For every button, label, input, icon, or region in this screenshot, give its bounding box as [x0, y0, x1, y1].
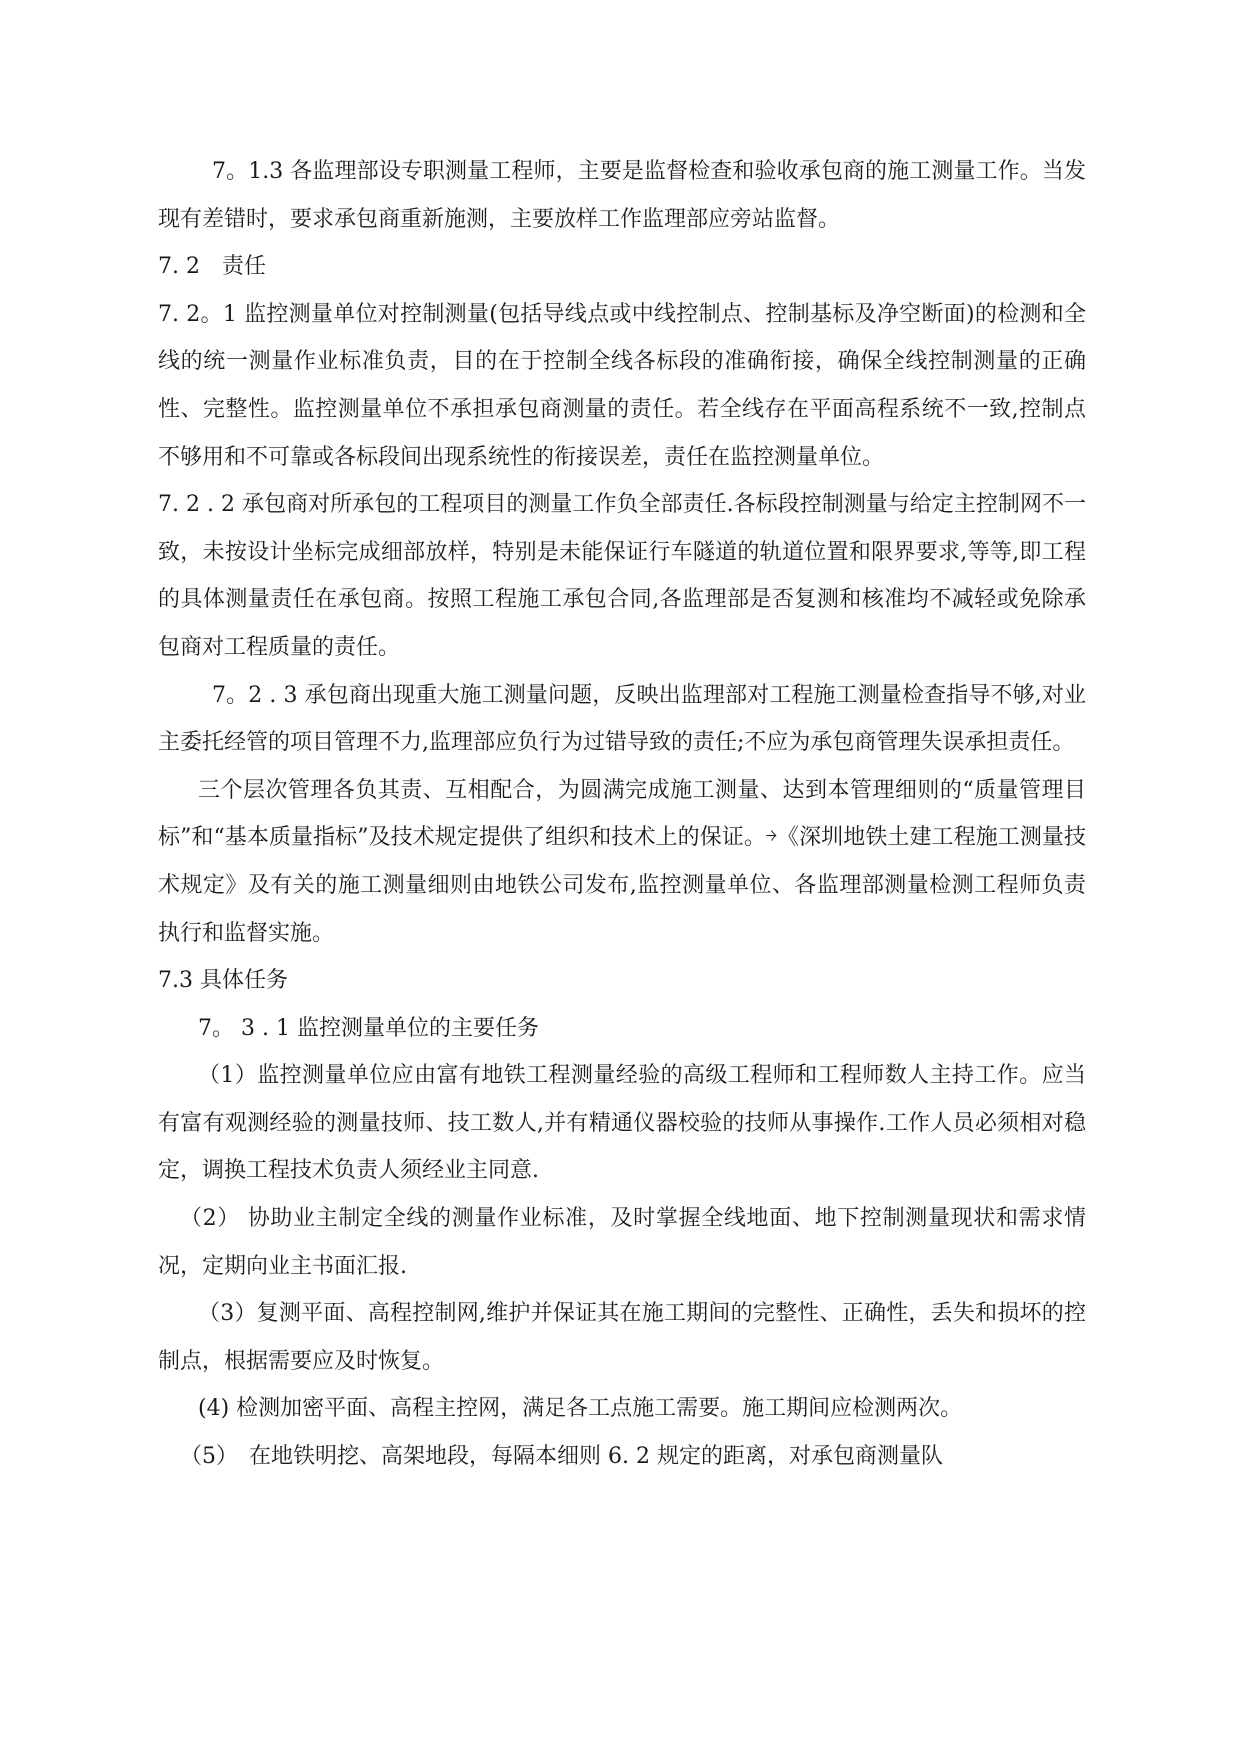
- task-item-1: （1）监控测量单位应由富有地铁工程测量经验的高级工程师和工程师数人主持工作。应当有富有观测经验的测量技师、技工数人,并有精通仪器校验的技师从事操作.工作人员必须相对稳定，调换工程技术负责人须经业主同意.: [158, 1063, 1086, 1184]
- document-body: [158, 148, 1086, 1481]
- heading-7-3-1: 7。 3 . 1 监控测量单位的主要任务: [198, 1015, 539, 1041]
- paragraph-7-2-3: 7。2 . 3 承包商出现重大施工测量问题，反映出监理部对工程施工测量检查指导不够,对业主委托经管的项目管理不力,监理部应负行为过错导致的责任;不应为承包商管理失误承担责任。: [158, 682, 1086, 756]
- task-item-3: （3）复测平面、高程控制网,维护并保证其在施工期间的完整性、正确性，丢失和损坏的控制点，根据需要应及时恢复。: [158, 1301, 1086, 1374]
- paragraph-7-2-1: 7. 2。1 监控测量单位对控制测量(包括导线点或中线控制点、控制基标及净空断面)的检测和全线的统一测量作业标准负责，目的在于控制全线各标段的准确衔接，确保全线控制测量的正确性、完整性。监控测量单位不承担承包商测量的责任。若全线存在平面高程系统不一致,控制点不够用和不可靠或各标段间出现系统性的衔接误差，责任在监控测量单位。: [158, 301, 1086, 470]
- heading-7-2-responsibility: 7. 2 责任: [158, 254, 266, 280]
- task-item-5: （5） 在地铁明挖、高架地段，每隔本细则 6. 2 规定的距离，对承包商测量队: [180, 1444, 943, 1470]
- task-item-2: （2） 协助业主制定全线的测量作业标准，及时掌握全线地面、地下控制测量现状和需求情况，定期向业主书面汇报.: [158, 1206, 1086, 1279]
- paragraph-three-levels: 三个层次管理各负其责、互相配合，为圆满完成施工测量、达到本管理细则的“质量管理目标”和“基本质量指标”及技术规定提供了组织和技术上的保证。￫《深圳地铁土建工程施工测量技术规定》及有关的施工测量细则由地铁公司发布,监控测量单位、各监理部测量检测工程师负责执行和监督实施。: [158, 777, 1087, 946]
- heading-7-3-specific-tasks: 7.3 具体任务: [158, 968, 288, 994]
- paragraph-7-1-3: 7。1.3 各监理部设专职测量工程师，主要是监督检查和验收承包商的施工测量工作。当发现有差错时，要求承包商重新施测，主要放样工作监理部应旁站监督。: [158, 159, 1086, 232]
- paragraph-7-2-2: 7. 2 . 2 承包商对所承包的工程项目的测量工作负全部责任.各标段控制测量与给定主控制网不一致，未按设计坐标完成细部放样，特别是未能保证行车隧道的轨道位置和限界要求,等等,即工程的具体测量责任在承包商。按照工程施工承包合同,各监理部是否复测和核准均不减轻或免除承包商对工程质量的责任。: [158, 492, 1086, 660]
- task-item-4: (4) 检测加密平面、高程主控网，满足各工点施工需要。施工期间应检测两次。: [198, 1396, 963, 1422]
